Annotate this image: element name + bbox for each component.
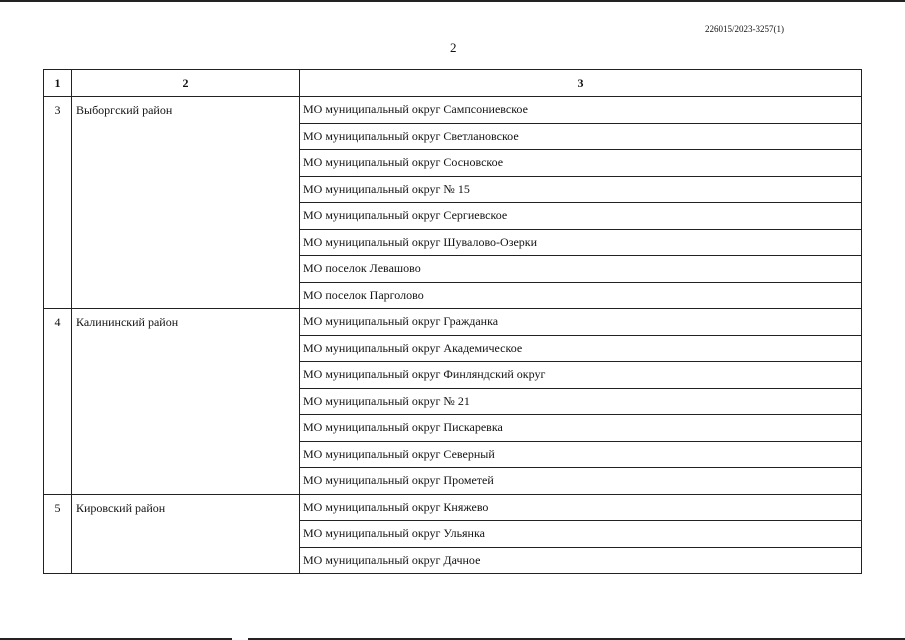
municipality-name: МО муниципальный округ Северный xyxy=(300,441,862,468)
municipality-name: МО муниципальный округ Пискаревка xyxy=(300,415,862,442)
row-number: 3 xyxy=(44,97,72,309)
municipality-name: МО муниципальный округ Сампсониевское xyxy=(300,97,862,124)
municipality-name: МО муниципальный округ Академическое xyxy=(300,335,862,362)
scan-edge-top xyxy=(0,0,905,2)
row-number: 4 xyxy=(44,309,72,495)
column-header: 3 xyxy=(300,70,862,97)
district-name: Кировский район xyxy=(72,494,300,574)
municipality-name: МО поселок Парголово xyxy=(300,282,862,309)
municipality-name: МО поселок Левашово xyxy=(300,256,862,283)
municipality-name: МО муниципальный округ Финляндский округ xyxy=(300,362,862,389)
column-header: 1 xyxy=(44,70,72,97)
municipality-name: МО муниципальный округ Ульянка xyxy=(300,521,862,548)
municipality-name: МО муниципальный округ Шувалово-Озерки xyxy=(300,229,862,256)
municipality-name: МО муниципальный округ № 15 xyxy=(300,176,862,203)
municipality-name: МО муниципальный округ Княжево xyxy=(300,494,862,521)
table-header-row xyxy=(44,70,862,97)
column-header: 2 xyxy=(72,70,300,97)
municipality-name: МО муниципальный округ Светлановское xyxy=(300,123,862,150)
table-row xyxy=(44,97,862,124)
row-number: 5 xyxy=(44,494,72,574)
table-row xyxy=(44,309,862,336)
district-name: Калининский район xyxy=(72,309,300,495)
table-row xyxy=(44,494,862,521)
municipalities-table xyxy=(43,69,862,574)
document-number: 226015/2023-3257(1) xyxy=(705,24,784,34)
district-name: Выборгский район xyxy=(72,97,300,309)
municipality-name: МО муниципальный округ № 21 xyxy=(300,388,862,415)
municipality-name: МО муниципальный округ Сосновское xyxy=(300,150,862,177)
municipality-name: МО муниципальный округ Гражданка xyxy=(300,309,862,336)
table-body xyxy=(44,97,862,574)
municipality-name: МО муниципальный округ Дачное xyxy=(300,547,862,574)
municipality-name: МО муниципальный округ Сергиевское xyxy=(300,203,862,230)
municipality-name: МО муниципальный округ Прометей xyxy=(300,468,862,495)
page-number: 2 xyxy=(450,40,457,55)
